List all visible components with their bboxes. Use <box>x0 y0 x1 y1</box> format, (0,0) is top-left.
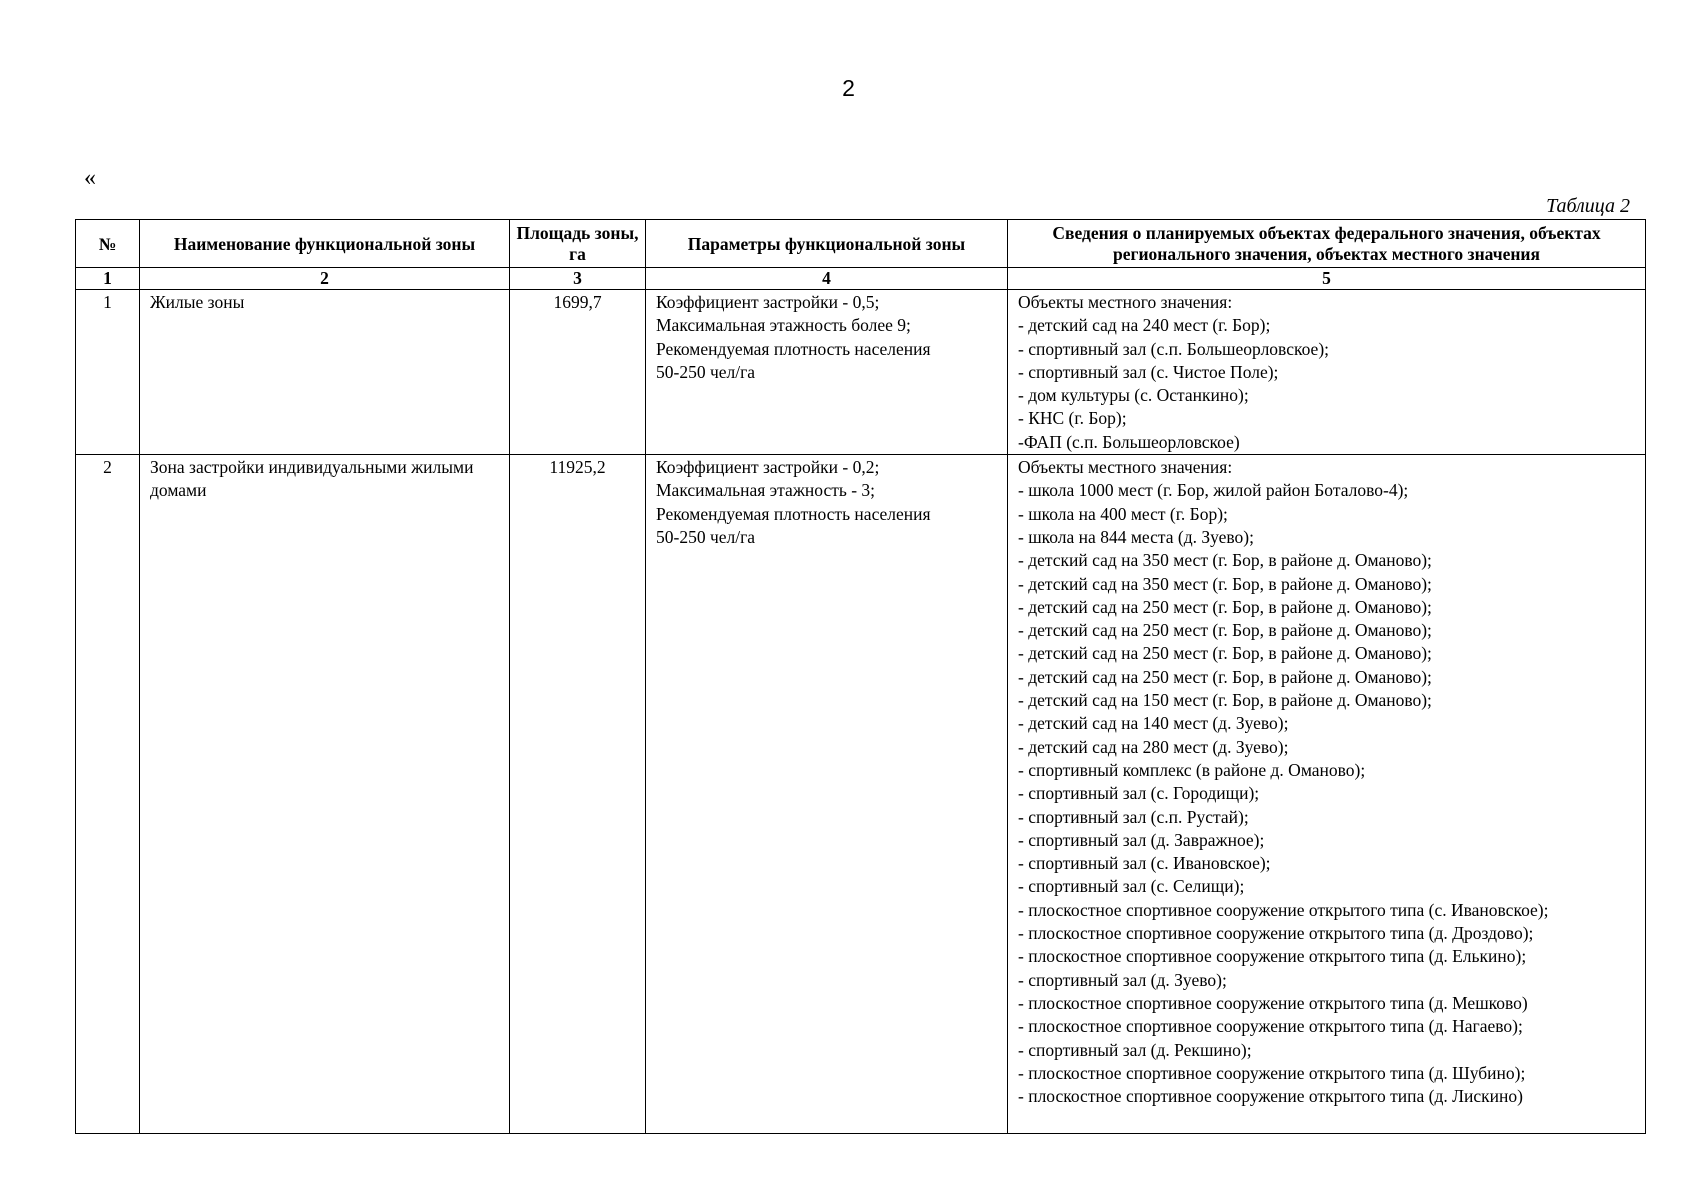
object-line: - спортивный зал (с. Селищи); <box>1018 876 1245 897</box>
zone-params <box>646 290 1008 455</box>
object-line: - спортивный зал (с. Городищи); <box>1018 783 1260 804</box>
object-line: - детский сад на 250 мест (г. Бор, в районе д. Оманово); <box>1018 643 1432 664</box>
zone-area: 11925,2 <box>510 455 646 1134</box>
zone-name: Жилые зоны <box>140 290 510 455</box>
param-line: Коэффициент застройки - 0,5; <box>656 292 880 312</box>
zone-params <box>646 455 1008 1134</box>
object-line: - плоскостное спортивное сооружение открытого типа (д. Шубино); <box>1018 1062 1526 1083</box>
table-caption: Таблица 2 <box>1546 195 1630 217</box>
object-line: - спортивный зал (д. Рекшино); <box>1018 1039 1252 1060</box>
object-line: - плоскостное спортивное сооружение открытого типа (с. Ивановское); <box>1018 899 1549 920</box>
object-line: - спортивный зал (д. Завражное); <box>1018 829 1265 850</box>
row-number: 1 <box>76 290 140 455</box>
header-zone-name: Наименование функциональной зоны <box>140 220 510 268</box>
header-zone-params: Параметры функциональной зоны <box>646 220 1008 268</box>
param-line: Максимальная этажность - 3; <box>656 480 876 501</box>
object-line: - детский сад на 240 мест (г. Бор); <box>1018 315 1271 336</box>
object-line: - спортивный зал (с. Ивановское); <box>1018 853 1271 874</box>
param-line: Максимальная этажность более 9; <box>656 315 911 336</box>
column-number: 2 <box>140 268 510 290</box>
column-number: 4 <box>646 268 1008 290</box>
column-number: 5 <box>1008 268 1646 290</box>
object-line: - спортивный зал (с. Чистое Поле); <box>1018 361 1279 382</box>
object-line: - детский сад на 150 мест (г. Бор, в районе д. Оманово); <box>1018 690 1432 711</box>
param-line: 50-250 чел/га <box>656 526 756 547</box>
param-line: Рекомендуемая плотность населения <box>656 338 931 359</box>
planned-objects <box>1008 290 1646 455</box>
column-numbers-row <box>76 268 1646 290</box>
object-line: - спортивный зал (д. Зуево); <box>1018 969 1227 990</box>
object-line: Объекты местного значения: <box>1018 292 1233 312</box>
object-line: - школа 1000 мест (г. Бор, жилой район Боталово-4); <box>1018 480 1409 501</box>
object-line: - плоскостное спортивное сооружение открытого типа (д. Дроздово); <box>1018 923 1534 944</box>
page-number: 2 <box>842 75 855 101</box>
object-line: - детский сад на 250 мест (г. Бор, в районе д. Оманово); <box>1018 620 1432 641</box>
object-line: -ФАП (с.п. Большеорловское) <box>1018 431 1240 452</box>
object-line: - спортивный зал (с.п. Рустай); <box>1018 806 1249 827</box>
column-number: 3 <box>510 268 646 290</box>
object-line: - детский сад на 250 мест (г. Бор, в районе д. Оманово); <box>1018 596 1432 617</box>
object-line: - детский сад на 140 мест (д. Зуево); <box>1018 713 1289 734</box>
object-line: - спортивный комплекс (в районе д. Оманово); <box>1018 759 1366 780</box>
object-line: - детский сад на 350 мест (г. Бор, в районе д. Оманово); <box>1018 573 1432 594</box>
object-line: - детский сад на 350 мест (г. Бор, в районе д. Оманово); <box>1018 550 1432 571</box>
header-num: № <box>76 220 140 268</box>
param-line: Рекомендуемая плотность населения <box>656 503 931 524</box>
functional-zones-table <box>75 219 1646 1134</box>
opening-quote-mark: « <box>84 165 96 191</box>
object-line: - школа на 400 мест (г. Бор); <box>1018 503 1228 524</box>
zone-area: 1699,7 <box>510 290 646 455</box>
object-line: - плоскостное спортивное сооружение открытого типа (д. Мешково) <box>1018 992 1528 1013</box>
column-number: 1 <box>76 268 140 290</box>
row-number: 2 <box>76 455 140 1134</box>
object-line: - школа на 844 места (д. Зуево); <box>1018 526 1254 547</box>
object-line: - плоскостное спортивное сооружение открытого типа (д. Нагаево); <box>1018 1016 1523 1037</box>
table-row <box>76 290 1646 455</box>
object-line: - детский сад на 250 мест (г. Бор, в районе д. Оманово); <box>1018 666 1432 687</box>
object-line: - спортивный зал (с.п. Большеорловское); <box>1018 338 1330 359</box>
header-zone-area: Площадь зоны, га <box>510 220 646 268</box>
param-line: 50-250 чел/га <box>656 361 756 382</box>
table-header-row <box>76 220 1646 268</box>
object-line: - дом культуры (с. Останкино); <box>1018 385 1249 406</box>
object-line: - детский сад на 280 мест (д. Зуево); <box>1018 736 1289 757</box>
object-line: - КНС (г. Бор); <box>1018 408 1127 429</box>
object-line: Объекты местного значения: <box>1018 457 1233 478</box>
header-planned-objects: Сведения о планируемых объектах федерального значения, объектах регионального значения, объектах местного значения <box>1008 220 1646 268</box>
object-line: - плоскостное спортивное сооружение открытого типа (д. Елькино); <box>1018 946 1527 967</box>
zone-name: Зона застройки индивидуальными жилыми домами <box>140 455 510 1134</box>
table-row <box>76 455 1646 1134</box>
param-line: Коэффициент застройки - 0,2; <box>656 457 880 478</box>
planned-objects <box>1008 455 1646 1134</box>
object-line: - плоскостное спортивное сооружение открытого типа (д. Лискино) <box>1018 1086 1523 1107</box>
